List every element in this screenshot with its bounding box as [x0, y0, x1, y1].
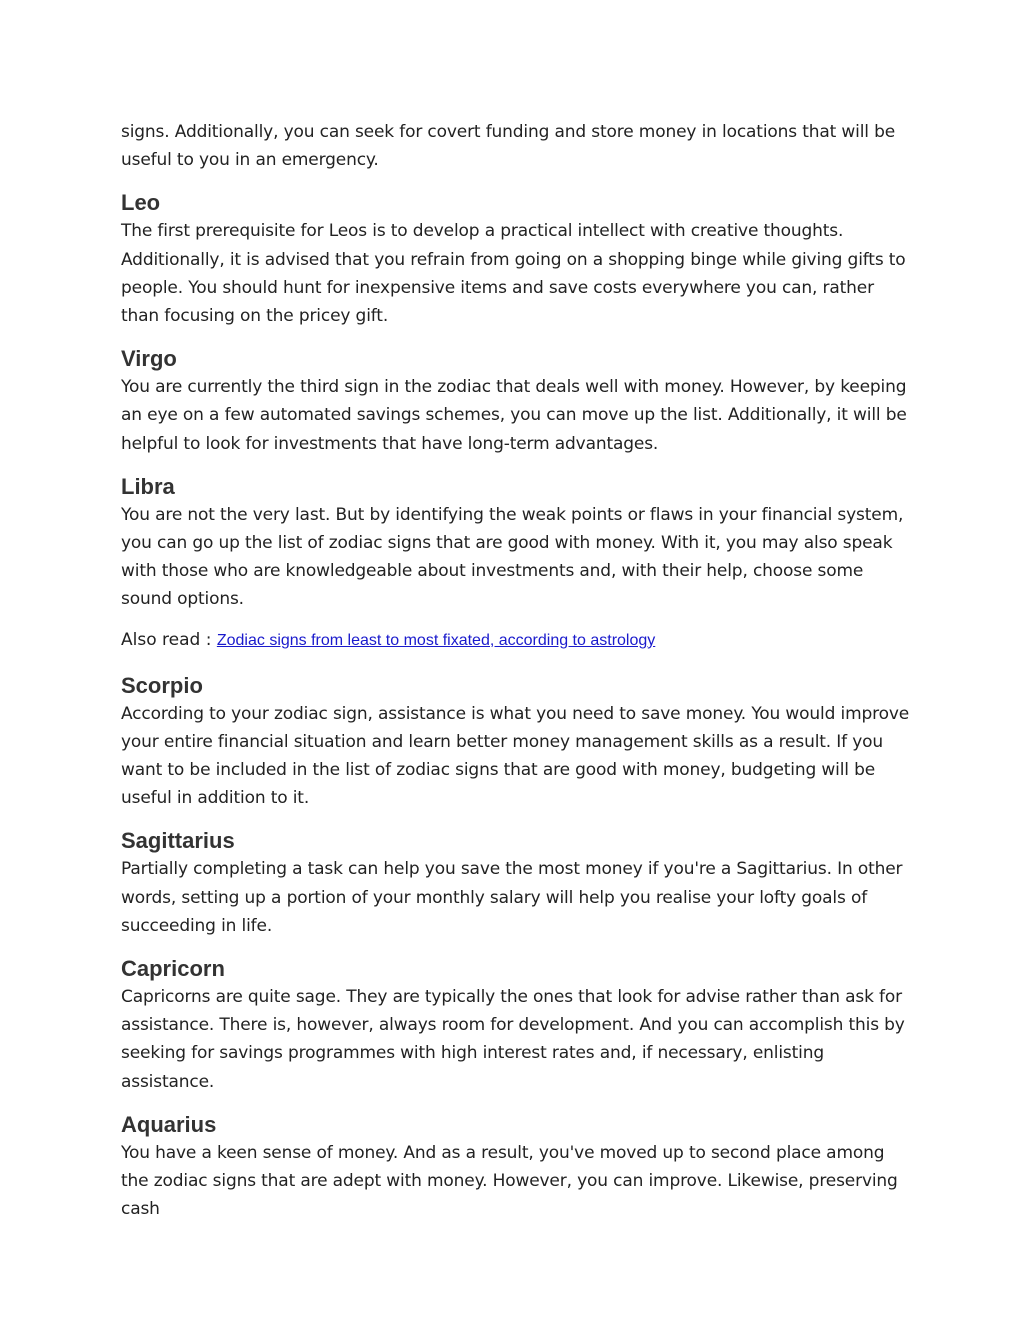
section-heading-leo: Leo	[121, 190, 161, 216]
section-body-leo: The first prerequisite for Leos is to develop a practical intellect with creative thoughts. Additionally, it is advised that you refrain from going on a shopping binge while giving gifts to people. You should hunt for inexpensive items and save costs everywhere you can, rather than focusing on the pricey gift.	[121, 221, 906, 327]
section-capricorn	[121, 955, 911, 1096]
section-body-virgo: You are currently the third sign in the zodiac that deals well with money. However, by keeping an eye on a few automated savings schemes, you can move up the list. Additionally, it will be helpful to look for investments that have long-term advantages.	[121, 377, 907, 454]
section-body-aquarius: You have a keen sense of money. And as a result, you've moved up to second place among the zodiac signs that are adept with money. However, you can improve. Likewise, preserving cash	[121, 1142, 898, 1220]
also-read-link[interactable]: Zodiac signs from least to most fixated, according to astrology	[216, 631, 656, 649]
document-page	[121, 118, 911, 1223]
section-heading-libra: Libra	[121, 473, 175, 499]
section-body-libra: You are not the very last. But by identifying the weak points or flaws in your financial system, you can go up the list of zodiac signs that are good with money. With it, you may also speak with those who are knowledgeable about investments and, with their help, choose some sound options.	[121, 504, 904, 610]
section-heading-scorpio: Scorpio	[121, 672, 203, 698]
section-sagittarius	[121, 827, 911, 940]
also-read-line	[121, 626, 911, 655]
section-body-scorpio: According to your zodiac sign, assistance is what you need to save money. You would improve your entire financial situation and learn better money management skills as a result. If you want to be included in the list of zodiac signs that are good with money, budgeting will be useful in addition to it.	[121, 703, 910, 809]
section-virgo	[121, 345, 911, 458]
section-libra	[121, 473, 911, 614]
section-heading-virgo: Virgo	[121, 346, 177, 372]
intro-paragraph: signs. Additionally, you can seek for covert funding and store money in locations that will be useful to you in an emergency.	[121, 122, 896, 171]
section-leo	[121, 189, 911, 330]
section-body-sagittarius: Partially completing a task can help you save the most money if you're a Sagittarius. In other words, setting up a portion of your monthly salary will help you realise your lofty goals of succeeding in life.	[121, 859, 903, 936]
section-heading-aquarius: Aquarius	[121, 1111, 217, 1137]
section-aquarius	[121, 1111, 911, 1224]
section-heading-capricorn: Capricorn	[121, 956, 225, 982]
section-heading-sagittarius: Sagittarius	[121, 828, 235, 854]
section-scorpio	[121, 672, 911, 813]
section-body-capricorn: Capricorns are quite sage. They are typically the ones that look for advise rather than ask for assistance. There is, however, always room for development. And you can accomplish this by seeking for savings programmes with high interest rates and, if necessary, enlisting assistance.	[121, 987, 905, 1092]
also-read-prefix: Also read :	[121, 629, 217, 650]
